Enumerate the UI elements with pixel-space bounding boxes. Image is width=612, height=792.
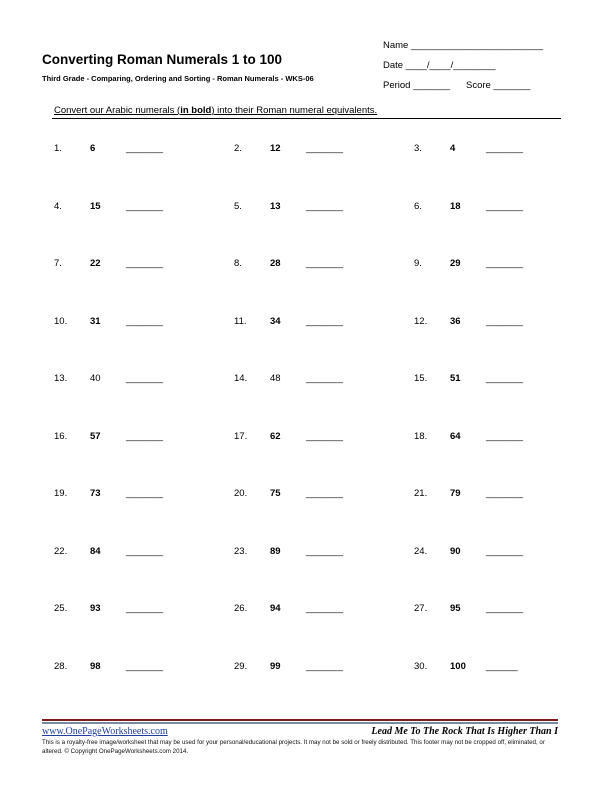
- problem-number: 25.: [54, 603, 68, 614]
- arabic-numeral: 90: [450, 545, 461, 557]
- problem-number: 11.: [234, 315, 247, 327]
- arabic-numeral: 40: [90, 373, 101, 384]
- arabic-numeral: 22: [90, 258, 101, 269]
- answer-blank[interactable]: _______: [126, 603, 163, 614]
- score-field: Score _______: [466, 80, 531, 91]
- answer-blank[interactable]: _______: [306, 603, 343, 614]
- answer-blank[interactable]: _______: [306, 545, 343, 557]
- period-field: Period _______: [383, 80, 451, 91]
- answer-blank[interactable]: _______: [486, 200, 523, 212]
- arabic-numeral: 29: [450, 258, 461, 269]
- arabic-numeral: 36: [450, 315, 461, 327]
- arabic-numeral: 34: [270, 315, 281, 327]
- answer-blank[interactable]: _______: [486, 603, 523, 614]
- arabic-numeral: 73: [90, 488, 101, 499]
- problem-number: 19.: [54, 488, 68, 499]
- answer-blank[interactable]: _______: [126, 315, 163, 327]
- footer-divider-bottom: [42, 722, 558, 724]
- answer-blank[interactable]: _______: [486, 373, 523, 384]
- arabic-numeral: 84: [90, 545, 101, 557]
- arabic-numeral: 64: [450, 430, 461, 442]
- date-field: Date ____/____/________: [383, 60, 496, 71]
- problem-number: 22.: [54, 545, 68, 557]
- problem-number: 2.: [234, 143, 242, 154]
- arabic-numeral: 4: [450, 143, 456, 154]
- problem-number: 7.: [54, 258, 62, 269]
- problem-number: 15.: [414, 373, 428, 384]
- problem-number: 27.: [414, 603, 428, 614]
- problem-number: 17.: [234, 430, 248, 442]
- arabic-numeral: 98: [90, 660, 101, 672]
- problem-number: 8.: [234, 258, 242, 269]
- worksheet-subtitle: Third Grade - Comparing, Ordering and Sorting - Roman Numerals - WKS-06: [42, 74, 314, 83]
- problem-number: 24.: [414, 545, 428, 557]
- problem-number: 20.: [234, 488, 248, 499]
- problem-number: 26.: [234, 603, 248, 614]
- answer-blank[interactable]: _______: [486, 430, 523, 442]
- answer-blank[interactable]: _______: [306, 200, 343, 212]
- instructions-part1: Convert our Arabic numerals (: [54, 105, 181, 116]
- worksheet-title: Converting Roman Numerals 1 to 100: [42, 52, 283, 67]
- answer-blank[interactable]: _______: [486, 143, 523, 154]
- footer-copyright-note: This is a royalty-free image/worksheet that may be used for your personal/educational projects. It may not be sold or freely distributed. This footer may not be cropped off, eliminated, or altered. © Copyright OnePageWorksheets.com 2014.: [42, 739, 545, 755]
- answer-blank[interactable]: _______: [126, 143, 163, 154]
- arabic-numeral: 31: [90, 315, 101, 327]
- instructions-rule: [52, 118, 561, 119]
- problem-number: 23.: [234, 545, 248, 557]
- problem-number: 28.: [54, 660, 68, 672]
- answer-blank[interactable]: _______: [486, 258, 523, 269]
- arabic-numeral: 12: [270, 143, 281, 154]
- answer-blank[interactable]: _______: [306, 488, 343, 499]
- arabic-numeral: 6: [90, 143, 96, 154]
- arabic-numeral: 95: [450, 603, 461, 614]
- name-field: Name _________________________: [383, 40, 544, 51]
- problem-number: 29.: [234, 660, 248, 672]
- arabic-numeral: 48: [270, 373, 281, 384]
- arabic-numeral: 99: [270, 660, 281, 672]
- answer-blank[interactable]: _______: [306, 315, 343, 327]
- arabic-numeral: 62: [270, 430, 281, 442]
- answer-blank[interactable]: _______: [486, 488, 523, 499]
- problem-number: 12.: [414, 315, 428, 327]
- footer-quote: Lead Me To The Rock That Is Higher Than I: [371, 726, 558, 737]
- problem-number: 1.: [54, 143, 62, 154]
- problem-number: 6.: [414, 200, 422, 212]
- answer-blank[interactable]: _______: [486, 545, 523, 557]
- answer-blank[interactable]: ______: [486, 660, 518, 672]
- answer-blank[interactable]: _______: [306, 373, 343, 384]
- footer-website-link[interactable]: www.OnePageWorksheets.com: [42, 726, 168, 737]
- answer-blank[interactable]: _______: [306, 430, 343, 442]
- problem-number: 3.: [414, 143, 422, 154]
- answer-blank[interactable]: _______: [126, 258, 163, 269]
- answer-blank[interactable]: _______: [306, 258, 343, 269]
- arabic-numeral: 18: [450, 200, 461, 212]
- problem-number: 9.: [414, 258, 422, 269]
- arabic-numeral: 13: [270, 200, 281, 212]
- arabic-numeral: 51: [450, 373, 461, 384]
- arabic-numeral: 75: [270, 488, 281, 499]
- instructions-part2: ) into their Roman numeral equivalents.: [211, 105, 378, 116]
- problem-number: 10.: [54, 315, 68, 327]
- instructions-bold: in bold: [180, 105, 212, 116]
- answer-blank[interactable]: _______: [126, 488, 163, 499]
- problem-number: 5.: [234, 200, 242, 212]
- arabic-numeral: 89: [270, 545, 281, 557]
- arabic-numeral: 100: [450, 660, 466, 672]
- problem-number: 13.: [54, 373, 68, 384]
- answer-blank[interactable]: _______: [126, 373, 163, 384]
- instructions: [54, 105, 377, 116]
- footer-divider-top: [42, 719, 558, 721]
- answer-blank[interactable]: _______: [126, 660, 163, 672]
- problem-number: 18.: [414, 430, 428, 442]
- problem-number: 21.: [414, 488, 428, 499]
- answer-blank[interactable]: _______: [306, 660, 343, 672]
- answer-blank[interactable]: _______: [126, 545, 163, 557]
- arabic-numeral: 28: [270, 258, 281, 269]
- problem-number: 14.: [234, 373, 248, 384]
- arabic-numeral: 57: [90, 430, 101, 442]
- problem-number: 16.: [54, 430, 68, 442]
- answer-blank[interactable]: _______: [126, 200, 163, 212]
- answer-blank[interactable]: _______: [126, 430, 163, 442]
- problem-number: 30.: [414, 660, 428, 672]
- arabic-numeral: 93: [90, 603, 101, 614]
- arabic-numeral: 94: [270, 603, 281, 614]
- arabic-numeral: 79: [450, 488, 461, 499]
- answer-blank[interactable]: _______: [486, 315, 523, 327]
- arabic-numeral: 15: [90, 200, 101, 212]
- answer-blank[interactable]: _______: [306, 143, 343, 154]
- problem-number: 4.: [54, 200, 62, 212]
